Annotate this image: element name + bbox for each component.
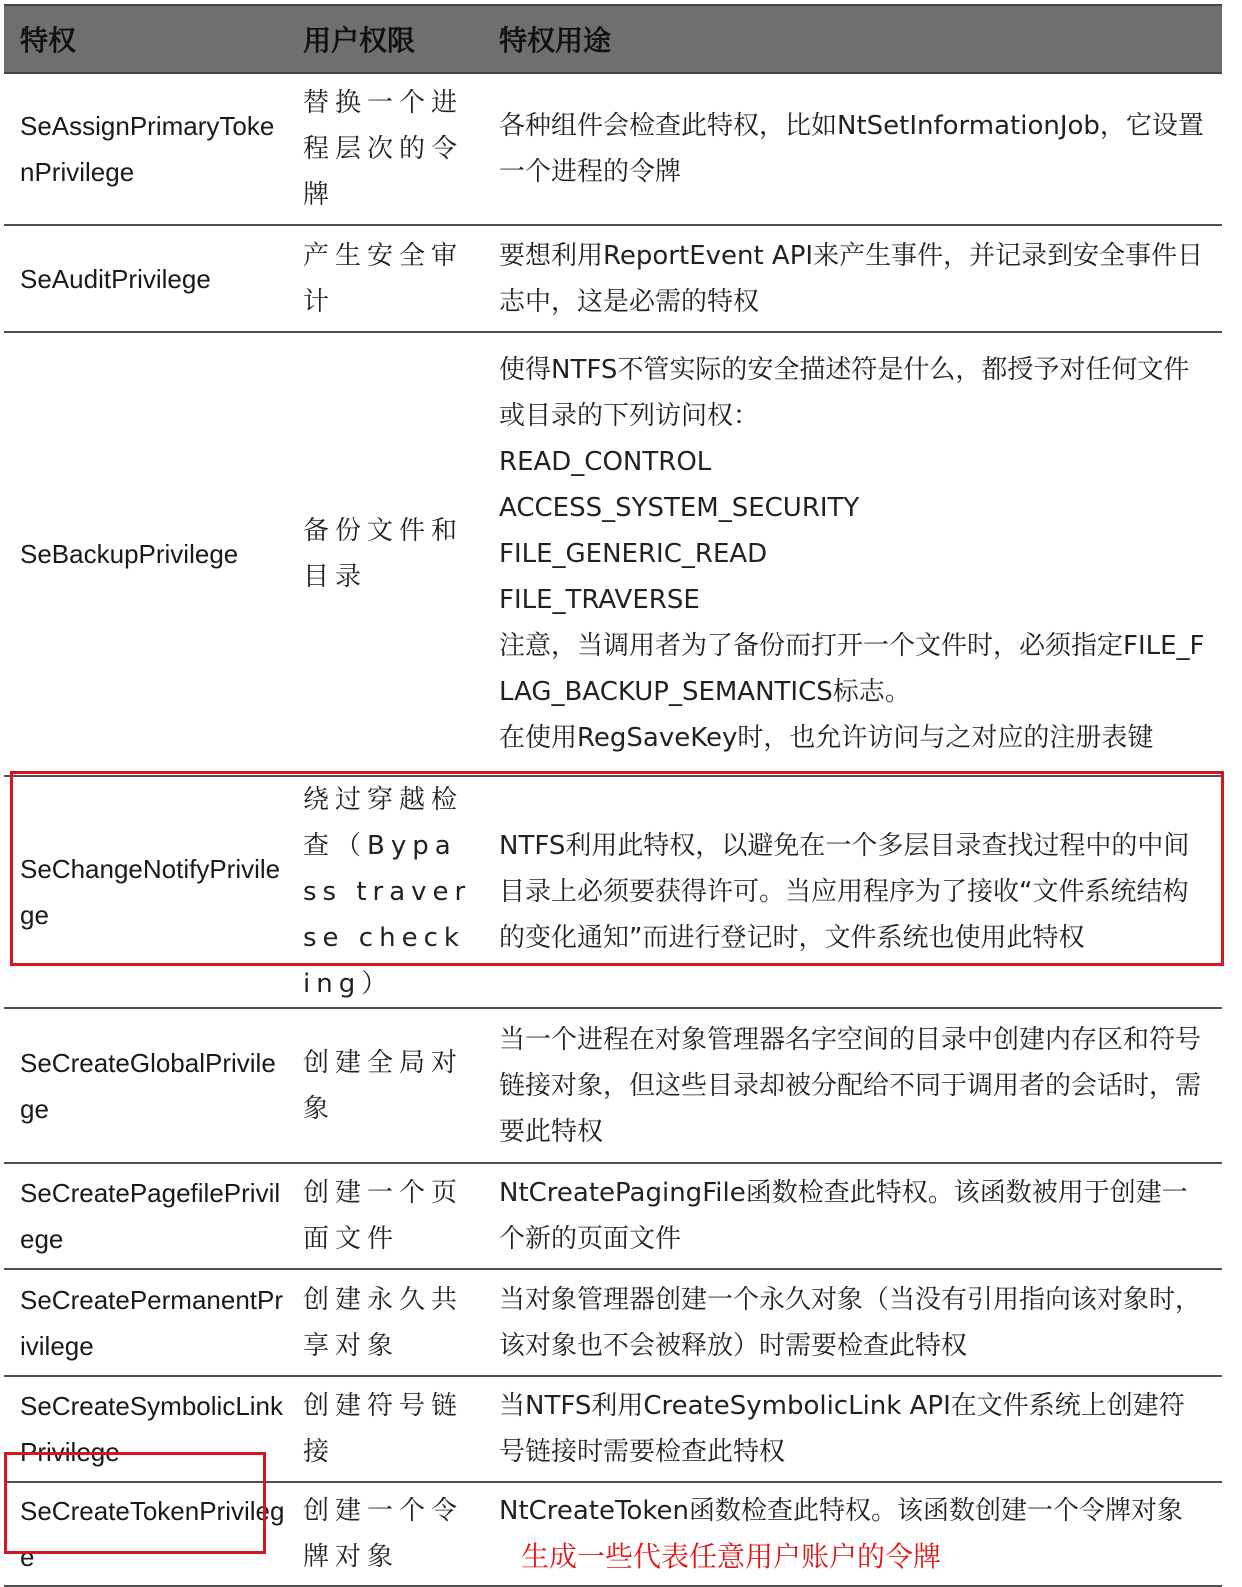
privilege-table [4, 4, 1222, 1587]
access-right-read-control: READ_CONTROL [499, 447, 712, 477]
privilege-usage [483, 225, 1222, 332]
header-user-right: 用户权限 [287, 5, 483, 73]
user-right: 创建一个令牌对象 [287, 1482, 483, 1586]
table-row [4, 1163, 1222, 1269]
table-body [4, 73, 1222, 1586]
user-right: 创建全局对象 [287, 1008, 483, 1163]
table-row [4, 1008, 1222, 1163]
table-row [4, 1269, 1222, 1376]
privilege-name: SeBackupPrivilege [4, 332, 287, 776]
privilege-name: SeAuditPrivilege [4, 225, 287, 332]
user-right: 绕过穿越检查（Bypass traverse checking） [287, 776, 483, 1008]
privilege-usage [483, 1376, 1222, 1482]
table-row [4, 73, 1222, 225]
usage-line: 当一个进程在对象管理器名字空间的目录中创建内存区和符号链接对象，但这些目录却被分配给不同于调用者的会话时，需要此特权 [499, 1024, 1202, 1147]
privilege-document [4, 4, 1222, 1587]
usage-line: NTFS利用此特权，以避免在一个多层目录查找过程中的中间目录上必须要获得许可。当应用程序为了接收“文件系统结构的变化通知”而进行登记时，文件系统也使用此特权 [499, 831, 1190, 953]
privilege-name: SeCreateGlobalPrivilege [4, 1008, 287, 1163]
header-usage: 特权用途 [483, 5, 1222, 73]
table-row [4, 1482, 1222, 1586]
privilege-usage [483, 1482, 1222, 1586]
privilege-usage [483, 1269, 1222, 1376]
usage-line: 当NTFS利用CreateSymbolicLink API在文件系统上创建符号链接时需要检查此特权 [499, 1391, 1185, 1467]
privilege-name: SeCreatePagefilePrivilege [4, 1163, 287, 1269]
privilege-usage [483, 1163, 1222, 1269]
privilege-usage [483, 73, 1222, 225]
privilege-name: SeAssignPrimaryTokenPrivilege [4, 73, 287, 225]
header-row [4, 5, 1222, 73]
usage-line: 在使用RegSaveKey时，也允许访问与之对应的注册表键 [499, 723, 1154, 753]
usage-line: 当对象管理器创建一个永久对象（当没有引用指向该对象时，该对象也不会被释放）时需要检查此特权 [499, 1284, 1202, 1361]
privilege-name: SeCreateTokenPrivilege [4, 1482, 287, 1586]
usage-line: 使得NTFS不管实际的安全描述符是什么，都授予对任何文件或目录的下列访问权： [499, 355, 1190, 431]
table-row [4, 225, 1222, 332]
privilege-name: SeCreatePermanentPrivilege [4, 1269, 287, 1376]
access-right-system-security: ACCESS_SYSTEM_SECURITY [499, 493, 860, 523]
annotation-note: 生成一些代表任意用户账户的令牌 [521, 1539, 942, 1573]
access-right-traverse: FILE_TRAVERSE [499, 585, 700, 615]
privilege-usage [483, 332, 1222, 776]
table-row [4, 1376, 1222, 1482]
user-right: 替换一个进程层次的令牌 [287, 73, 483, 225]
usage-line: NtCreatePagingFile函数检查此特权。该函数被用于创建一个新的页面文件 [499, 1178, 1188, 1254]
usage-line: 各种组件会检查此特权，比如NtSetInformationJob，它设置一个进程的令牌 [499, 111, 1204, 187]
usage-line: 注意，当调用者为了备份而打开一个文件时，必须指定FILE_FLAG_BACKUP_SEMANTICS标志。 [499, 631, 1205, 707]
table-row [4, 332, 1222, 776]
privilege-usage [483, 776, 1222, 1008]
privilege-name: SeChangeNotifyPrivilege [4, 776, 287, 1008]
table-header [4, 5, 1222, 73]
user-right: 创建永久共享对象 [287, 1269, 483, 1376]
user-right: 创建符号链接 [287, 1376, 483, 1482]
usage-line: 要想利用ReportEvent API来产生事件，并记录到安全事件日志中，这是必需的特权 [499, 240, 1204, 317]
privilege-name: SeCreateSymbolicLinkPrivilege [4, 1376, 287, 1482]
user-right: 创建一个页面文件 [287, 1163, 483, 1269]
header-privilege: 特权 [4, 5, 287, 73]
access-right-generic-read: FILE_GENERIC_READ [499, 539, 768, 569]
usage-line: NtCreateToken函数检查此特权。该函数创建一个令牌对象 [499, 1495, 1184, 1526]
privilege-usage [483, 1008, 1222, 1163]
user-right: 产生安全审计 [287, 225, 483, 332]
table-row [4, 776, 1222, 1008]
user-right: 备份文件和目录 [287, 332, 483, 776]
